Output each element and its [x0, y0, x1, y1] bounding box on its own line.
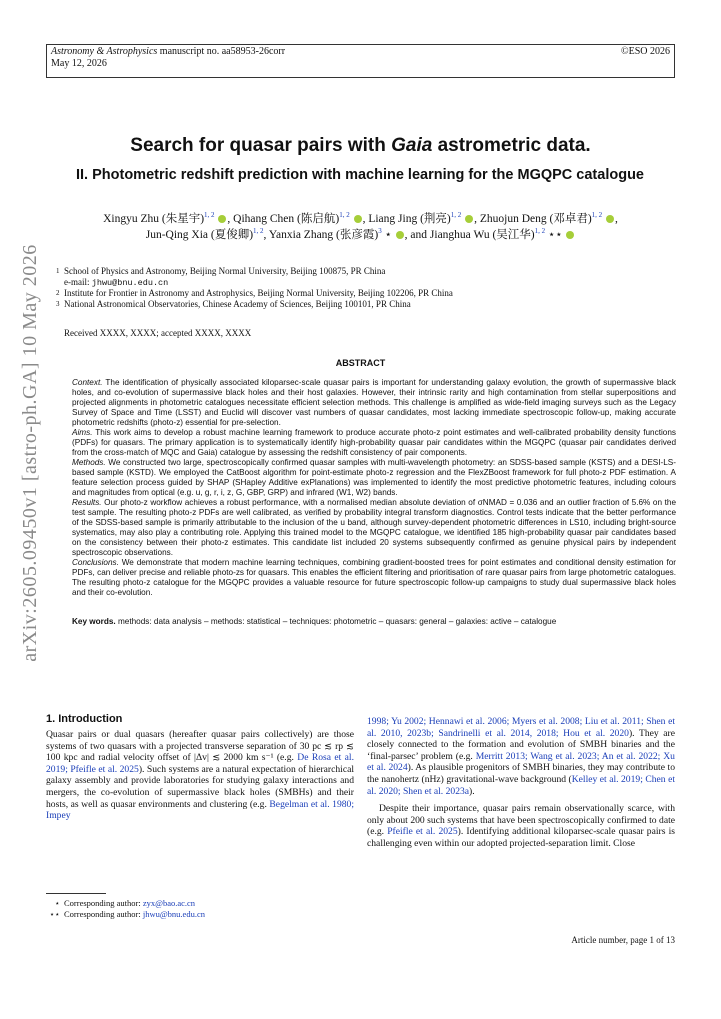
email-address[interactable]: jhwu@bnu.edu.cn [91, 277, 169, 288]
affil-number: 3 [56, 299, 60, 308]
methods-text: We constructed two large, spectroscopically confirmed quasar samples with multi-wavelength photometry: an SDSS-based sample (KSTS) and a DESI-LS-based sample (KSTD). We employed the CatBoost algorithm for point-estimate photo-z regression and the FlexZBoost framework for full photo-z PDF estimation. A feature selection process guided by SHAP (SHapley Additive exPlanations) was implemented to identify the most predictive photometric features, including colours and magnitudes from optical (e.g. u, g, r, i, z, G, GBP, GRP) and infrared (W1, W2) bands. [72, 458, 676, 497]
author-name: Jun-Qing Xia (夏俊卿) [145, 229, 254, 241]
citation-link[interactable]: Begelman et al. 1980; Impey [46, 798, 354, 822]
abstract-results [72, 498, 676, 558]
conclusions-text: We demonstrate that modern machine learning techniques, combining gradient-boosted trees for point estimates and conditional density estimation for PDFs, can deliver precise and reliable photo-zs for quasars. This enables the efficient filtering and prioritisation of rare quasar pairs from large photometric catalogues. The resulting photo-z catalogue for the MGQPC provides a valuable resource for future spectroscopic follow-up campaigns to study dual supermassive black holes and their co-evolution. [72, 558, 676, 597]
author-name: , Yanxia Zhang (张彦霞) [263, 229, 379, 241]
author-list: Xingyu Zhu (朱星宇)$^{1, 2}$ , Qihang Chen (陈启航)$^{1, 2}$ , Liang Jing (荆亮)$^{1, 2}$ , Zhuojun Deng (邓卓君)$^{1, 2}$ , Jun-Qing Xia (夏俊卿)$^{1, 2}$, Yanxia Zhang (张彦霞)$^3$ ⋆ , and Jianghua Wu (吴江华)$^{1, 2}$ ⋆⋆ [103, 211, 618, 241]
footnote [46, 909, 205, 919]
affil-text: Institute for Frontier in Astronomy and Astrophysics, Beijing Normal University, Beijing 102206, PR China [64, 288, 453, 298]
intro-text: Despite their importance, quasar pairs remain observationally scarce, with only about 200 such systems that have been spectroscopically confirmed to date (e.g. [367, 803, 675, 838]
page-number: Article number, page 1 of 13 [571, 935, 675, 945]
keywords-text: methods: data analysis – methods: statistical – techniques: photometric – quasars: general – galaxies: active – catalogue [117, 617, 557, 626]
abstract-aims [72, 428, 676, 458]
affil-number: 2 [56, 289, 60, 297]
abstract-methods [72, 458, 676, 498]
affiliation-email [64, 277, 664, 289]
abstract-context [72, 378, 676, 428]
footnote [46, 898, 195, 908]
orcid-icon[interactable] [566, 231, 574, 239]
author-name: Xingyu Zhu (朱星宇) [103, 213, 205, 225]
author-affil: 1, 2 [253, 227, 264, 236]
copyright: ©ESO 2026 [621, 46, 670, 57]
paper-subtitle: II. Photometric redshift prediction with machine learning for the MGQPC catalogue [76, 167, 644, 183]
left-column [46, 729, 354, 822]
orcid-icon[interactable] [218, 215, 226, 223]
abstract [72, 378, 676, 598]
author-affil: 1, 2 [591, 211, 603, 220]
results-label: Results. [72, 498, 102, 507]
affil-number: 1 [56, 267, 60, 275]
affiliation-item [56, 288, 664, 299]
results-text: Our photo-z workflow achieves a robust performance, with a normalised median absolute deviation of σNMAD = 0.036 and an outlier fraction of 5.6% on the test sample. The resulting photo-z PDFs are well calibrated, as verified by probability integral transform diagnostics. Control tests indicate that the better performance of the SDSS-based sample is primarily attributable to the inclusion of the u band, although survey-dependent photometric differences in LS10, including bright-source systematics, may also play a contributing role. Applying this trained model to the MGQPC catalogue, we identified 185 high-probability quasar pair candidates based on the consistency between their photo-z estimates. This candidate list included 20 systems subsequently confirmed as genuine physical pairs by independent spectroscopic observations. [72, 498, 676, 557]
manuscript-number: manuscript no. aa58953-26corr [159, 46, 286, 57]
intro-text: ). Such systems are a natural expectation of hierarchical galaxy assembly and provide laboratories for studying galaxy interactions and mergers, the co-evolution of supermassive black holes (SMBHs) and their hosts, as well as quasar environments and clustering (e.g. [46, 763, 355, 810]
context-text: The identification of physically associated kiloparsec-scale quasar pairs is important for understanding galaxy evolution, the growth of supermassive black holes, and co-evolution of supermassive black holes and their host galaxies. However, their intrinsic rarity and high contamination from stellar superpositions and projected alignments in photometric catalogues necessitate efficient selection methods. This challenge is amplified as wide-field imaging surveys such as the Legacy Survey of Space and Time (LSST) and Euclid will discover vast numbers of quasar candidates, most lacking immediate spectroscopic follow-up, making accurate photometric redshifts (photo-z) essential for pre-selection. [72, 378, 676, 427]
corresponding-mark: ⋆⋆ [545, 229, 566, 241]
methods-label: Methods. [72, 458, 106, 467]
email-link[interactable]: jhwu@bnu.edu.cn [142, 909, 205, 919]
author-affil: 1, 2 [339, 211, 350, 220]
keywords-label: Key words. [72, 617, 116, 626]
intro-text: ). Identifying additional kiloparsec-scale quasar pairs is challenging even within our adopted projected-separation limit. Close [367, 826, 676, 849]
footnote-mark: ⋆⋆ [49, 909, 60, 919]
manuscript-header-box [46, 44, 675, 78]
intro-text: ). As plausible progenitors of SMBH binaries, they may contribute to the nanohertz (nHz) gravitational-wave background ( [367, 762, 676, 785]
abstract-conclusions [72, 558, 676, 598]
affiliation-item [56, 298, 664, 310]
email-label: e-mail: [64, 276, 92, 287]
citation-link[interactable]: 1998; Yu 2002; Hennawi et al. 2006; Myers et al. 2008; Liu et al. 2011; Shen et al. 2010, 2023b; Sandrinelli et al. 2014, 2018; Hou et al. 2020 [367, 716, 675, 739]
author-name: , Zhuojun Deng (邓卓君) [474, 213, 592, 225]
intro-paragraph [367, 803, 675, 849]
journal-name: Astronomy & Astrophysics [51, 46, 158, 57]
abstract-heading: ABSTRACT [335, 358, 386, 368]
intro-paragraph [367, 716, 675, 797]
title-emphasis: Gaia [391, 135, 433, 156]
footnote-mark: ⋆ [54, 898, 60, 908]
orcid-icon[interactable] [465, 215, 473, 223]
arxiv-stamp[interactable]: arXiv:2605.09450v1 [astro-ph.GA] 10 May 2026 [19, 244, 41, 662]
orcid-icon[interactable] [606, 215, 614, 223]
author-affil: 3 [378, 227, 382, 236]
intro-paragraph [46, 729, 354, 822]
author-name: , Liang Jing (荆亮) [362, 213, 451, 225]
affil-text: National Astronomical Observatories, Chinese Academy of Sciences, Beijing 100101, PR China [64, 298, 411, 309]
received-dates: Received XXXX, XXXX; accepted XXXX, XXXX [64, 328, 252, 338]
citation-link[interactable]: De Rosa et al. 2019; Pfeifle et al. 2025 [46, 752, 354, 775]
affiliations [56, 266, 664, 309]
author-affil: 1, 2 [534, 227, 546, 236]
author-name: , Qihang Chen (陈启航) [227, 213, 340, 225]
citation-link[interactable]: Kelley et al. 2019; Chen et al. 2020; Shen et al. 2023a [367, 773, 675, 797]
citation-link[interactable]: Merritt 2013; Wang et al. 2023; An et al. 2022; Xu et al. 2024 [367, 750, 675, 774]
section-title: 1. Introduction [46, 713, 123, 725]
affil-text: School of Physics and Astronomy, Beijing Normal University, Beijing 100875, PR China [64, 266, 386, 276]
conclusions-label: Conclusions. [72, 558, 119, 567]
right-column [367, 716, 675, 850]
footnote-rule [46, 893, 106, 894]
aims-text: This work aims to develop a robust machine learning framework to produce accurate photo-z point estimates and well-calibrated probability density functions (PDFs) for quasars. The primary application is to systematically identify high-probability quasar pair candidates within the MGQPC (quasar pair candidates derived from the cross-match of MQC and Gaia) catalogue by assessing the redshift consistency of pair components. [72, 428, 676, 457]
footnote-text: Corresponding author: [64, 898, 143, 908]
author-affil: 1, 2 [204, 211, 215, 220]
aims-label: Aims. [72, 428, 93, 437]
intro-text: Quasar pairs or dual quasars (hereafter quasar pairs collectively) are those systems of two quasars with a projected transverse separation of 30 pc ≲ rp ≲ 100 kpc and radial velocity offset of |Δv| ≲ 2000 km s⁻¹ (e.g. [46, 729, 354, 764]
title-part-end: astrometric data. [432, 135, 591, 156]
intro-text: ). They are closely connected to the formation and evolution of SMBH binaries and the ‘final-parsec’ problem (e.g. [367, 727, 676, 762]
intro-text: ). [469, 785, 475, 797]
affiliation-item [56, 266, 664, 277]
title-part: Search for quasar pairs with [130, 135, 392, 156]
header-left [51, 46, 285, 70]
keywords [72, 617, 676, 626]
email-link[interactable]: zyx@bao.ac.cn [142, 898, 196, 908]
corresponding-mark: ⋆ [381, 229, 395, 241]
paper-title [46, 135, 675, 157]
context-label: Context. [72, 378, 103, 387]
author-affil: 1, 2 [450, 211, 462, 220]
author-name: , and Jianghua Wu (吴江华) [404, 229, 535, 241]
citation-link[interactable]: Pfeifle et al. 2025 [387, 826, 458, 838]
orcid-icon[interactable] [396, 231, 404, 239]
orcid-icon[interactable] [354, 215, 362, 223]
header-date: May 12, 2026 [51, 58, 107, 69]
footnote-text: Corresponding author: [64, 909, 143, 919]
